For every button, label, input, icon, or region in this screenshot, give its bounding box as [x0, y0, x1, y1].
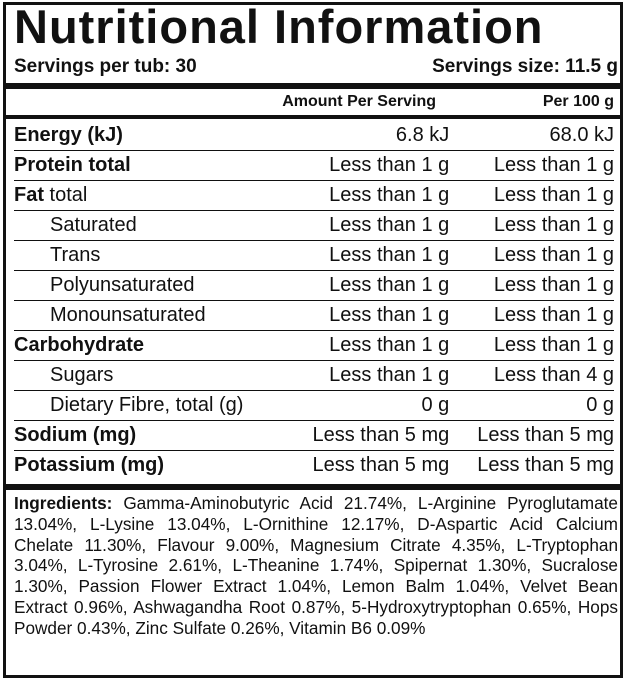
ingredients-text: Gamma-Aminobutyric Acid 21.74%, L-Arginine Pyroglutamate 13.04%, L-Lysine 13.04%, L-Ornithine 12.17%, D-Aspartic Acid Calcium Chelate 11.30%, Flavour 9.00%, Magnesium Citrate 4.35%, L-Tryptophan 3.04%, L-Tyrosine 2.61%, L-Theanine 1.74%, Spipernat 1.30%, Sucralose 1.30%, Passion Flower Extract 1.04%, Lemon Balm 1.04%, Velvet Bean Extract 0.96%, Ashwagandha Root 0.87%, 5-Hydroxytryptophan 0.65%, Hops Powder 0.43%, Zinc Sulfate 0.26%, Vitamin B6 0.09% [14, 493, 618, 638]
table-row [14, 391, 614, 421]
nutrient-name: Potassium (mg) [14, 454, 165, 476]
nutrient-name: Dietary Fibre, total (g) [14, 391, 284, 421]
ingredients-divider [6, 484, 620, 490]
per-serving-value: 0 g [284, 391, 453, 421]
table-row [14, 151, 614, 181]
ingredients-block [14, 493, 618, 639]
table-row [14, 211, 614, 241]
per-100g-value: Less than 1 g [453, 151, 614, 181]
per-100g-value: 68.0 kJ [453, 121, 614, 151]
nutrition-panel [3, 2, 623, 678]
column-header-per-100g: Per 100 g [542, 93, 614, 110]
per-serving-value: Less than 1 g [284, 151, 453, 181]
ingredients-label: Ingredients: [14, 493, 113, 513]
header-divider [6, 115, 620, 119]
per-serving-value: 6.8 kJ [284, 121, 453, 151]
per-serving-value: Less than 1 g [284, 331, 453, 361]
per-100g-value: Less than 1 g [453, 331, 614, 361]
per-100g-value: Less than 1 g [453, 211, 614, 241]
column-header-per-serving: Amount Per Serving [282, 93, 436, 110]
per-100g-value: Less than 5 mg [477, 454, 614, 476]
nutrient-name: Sugars [14, 361, 284, 391]
nutrient-name: Polyunsaturated [14, 271, 284, 301]
per-100g-value: 0 g [453, 391, 614, 421]
per-100g-value: Less than 1 g [453, 301, 614, 331]
per-serving-value: Less than 1 g [284, 301, 453, 331]
per-100g-value: Less than 4 g [453, 361, 614, 391]
per-100g-value: Less than 5 mg [453, 421, 614, 451]
per-100g-value: Less than 1 g [453, 241, 614, 271]
servings-row [14, 55, 618, 79]
nutrient-name: Monounsaturated [14, 301, 284, 331]
table-row [14, 271, 614, 301]
per-100g-value: Less than 1 g [453, 181, 614, 211]
nutrient-name [14, 181, 284, 211]
nutrition-table [14, 121, 614, 480]
per-serving-value: Less than 5 mg [284, 421, 453, 451]
nutrient-name: Protein total [14, 151, 284, 181]
per-serving-value: Less than 5 mg [312, 454, 450, 476]
nutrient-name: Carbohydrate [14, 331, 284, 361]
nutrient-name-bold: Fat [14, 184, 44, 206]
nutrient-name: Trans [14, 241, 284, 271]
table-row [14, 301, 614, 331]
per-serving-value: Less than 1 g [284, 181, 453, 211]
nutrient-name-rest: total [44, 184, 88, 206]
per-serving-value: Less than 1 g [284, 361, 453, 391]
top-divider [6, 83, 620, 89]
per-serving-value: Less than 1 g [284, 271, 453, 301]
nutrient-name: Sodium (mg) [14, 421, 284, 451]
panel-title: Nutritional Information [14, 0, 544, 53]
table-row [14, 181, 614, 211]
table-row [14, 331, 614, 361]
serving-size: Servings size: 11.5 g [432, 56, 618, 77]
per-serving-value: Less than 1 g [284, 211, 453, 241]
table-row [14, 361, 614, 391]
nutrient-name: Energy (kJ) [14, 121, 284, 151]
table-row [14, 121, 614, 151]
table-row [14, 421, 614, 451]
table-row [14, 241, 614, 271]
per-serving-value: Less than 1 g [284, 241, 453, 271]
per-100g-value: Less than 1 g [453, 271, 614, 301]
servings-per-tub: Servings per tub: 30 [14, 56, 197, 77]
nutrient-name: Saturated [14, 211, 284, 241]
table-row [14, 451, 614, 481]
